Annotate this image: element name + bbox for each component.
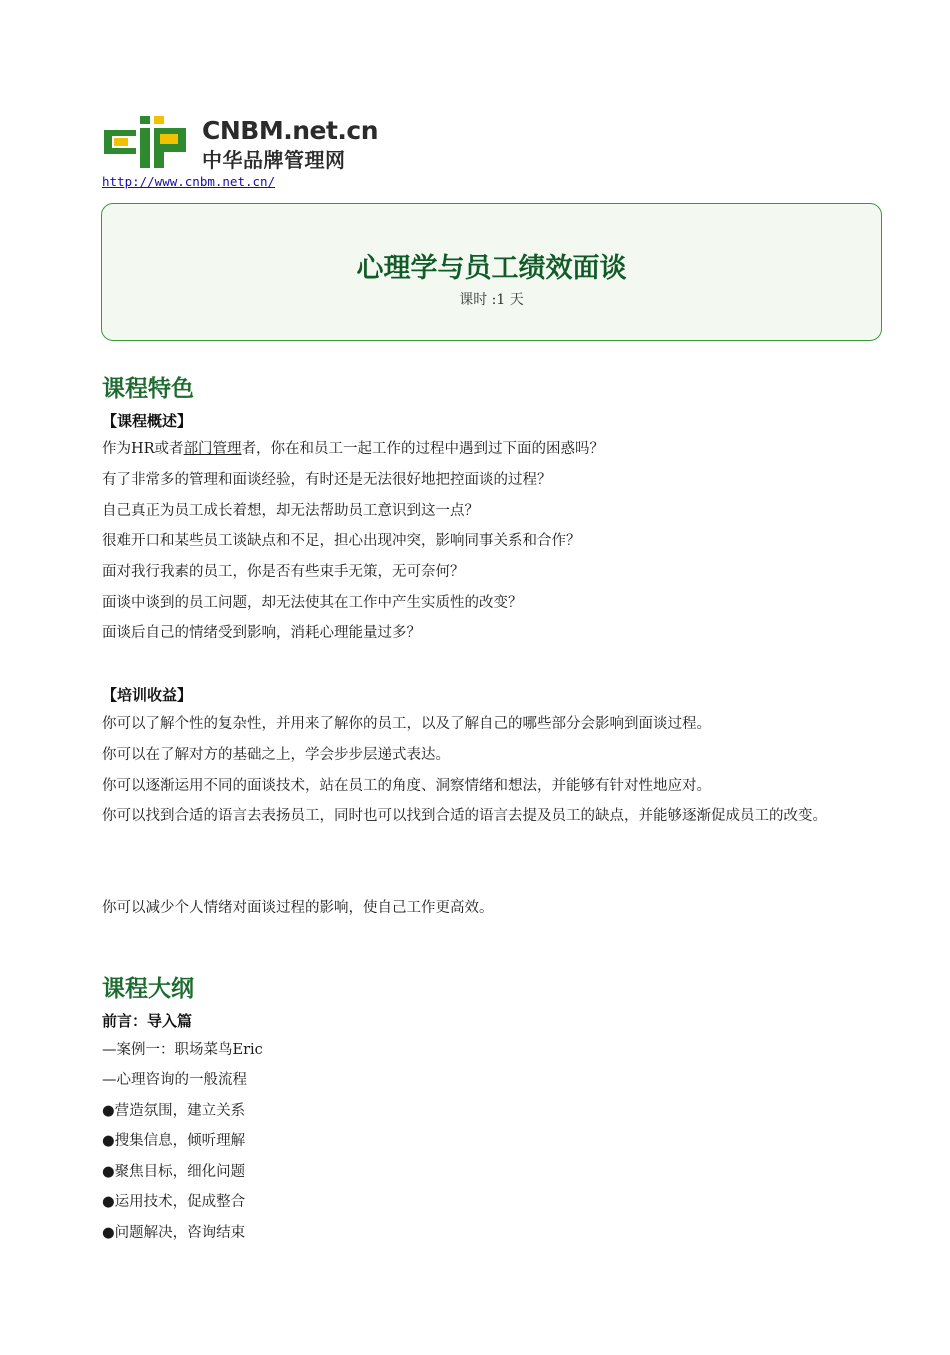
outline-heading: 课程大纲 [102, 976, 194, 1002]
overview-line: 作为HR或者部门管理者，你在和员工一起工作的过程中遇到过下面的困惑吗？ [102, 441, 605, 457]
overview-line: 自己真正为员工成长着想，却无法帮助员工意识到这一点？ [102, 503, 479, 519]
benefits-heading: 【培训收益】 [102, 686, 193, 704]
course-title-box [101, 203, 882, 341]
site-link[interactable]: http://www.cnbm.net.cn/ [102, 174, 276, 189]
outline-item: ●聚焦目标，细化问题 [102, 1164, 246, 1180]
outline-item: —案例一：职场菜鸟Eric [102, 1042, 263, 1058]
overview-heading: 【课程概述】 [102, 412, 193, 430]
course-duration: 课时 :1 天 [459, 292, 524, 308]
course-title: 心理学与员工绩效面谈 [356, 253, 627, 284]
benefit-line: 你可以找到合适的语言去表扬员工，同时也可以找到合适的语言去提及员工的缺点，并能够逐渐促成员工的改变。 [102, 808, 827, 824]
overview-line: 很难开口和某些员工谈缺点和不足，担心出现冲突，影响同事关系和合作？ [102, 533, 581, 549]
overview-line: 面对我行我素的员工，你是否有些束手无策，无可奈何？ [102, 564, 465, 580]
outline-item: ●运用技术，促成整合 [102, 1194, 246, 1210]
outline-item: ●问题解决，咨询结束 [102, 1225, 246, 1241]
benefit-line: 你可以减少个人情绪对面谈过程的影响，使自己工作更高效。 [102, 900, 494, 916]
department-management-link[interactable]: 部门管理 [183, 441, 242, 457]
outline-item: ●营造氛围，建立关系 [102, 1103, 246, 1119]
logo-text-en: CNBM.net.cn [202, 116, 379, 145]
benefit-line: 你可以了解个性的复杂性，并用来了解你的员工，以及了解自己的哪些部分会影响到面谈过程。 [102, 716, 711, 732]
benefit-line: 你可以逐渐运用不同的面谈技术，站在员工的角度、洞察情绪和想法，并能够有针对性地应对。 [102, 778, 711, 794]
outline-item: —心理咨询的一般流程 [102, 1072, 247, 1088]
overview-line: 面谈中谈到的员工问题，却无法使其在工作中产生实质性的改变？ [102, 595, 523, 611]
outline-intro-heading: 前言：导入篇 [102, 1012, 193, 1030]
overview-line: 有了非常多的管理和面谈经验，有时还是无法很好地把控面谈的过程？ [102, 472, 552, 488]
benefit-line: 你可以在了解对方的基础之上，学会步步层递式表达。 [102, 747, 450, 763]
logo-text-cn: 中华品牌管理网 [202, 148, 346, 172]
cnbm-logo-mark-icon [104, 116, 186, 168]
cnbm-logo [104, 114, 379, 172]
overview-line: 面谈后自己的情绪受到影响，消耗心理能量过多？ [102, 625, 421, 641]
features-heading: 课程特色 [102, 376, 194, 402]
outline-item: ●搜集信息，倾听理解 [102, 1133, 246, 1149]
